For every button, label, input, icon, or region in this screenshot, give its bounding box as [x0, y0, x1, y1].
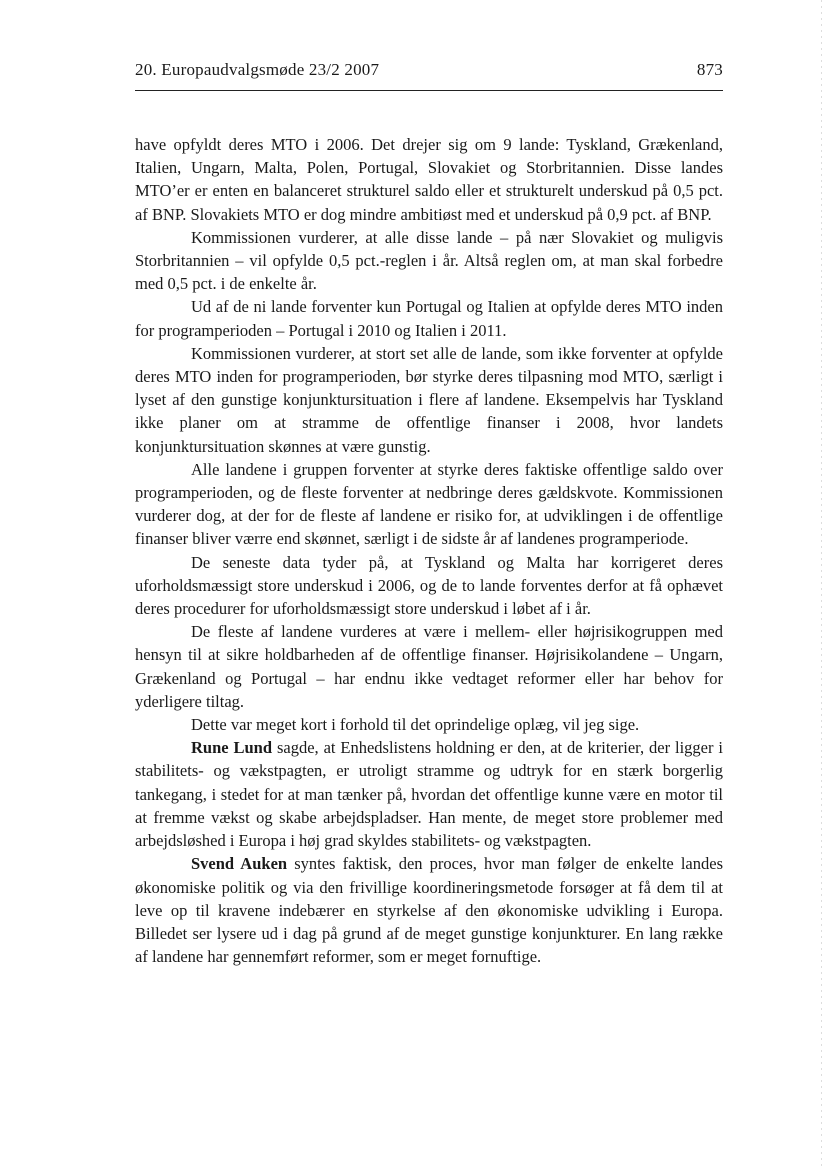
paragraph-text: Dette var meget kort i forhold til det oprindelige oplæg, vil jeg sige.	[191, 715, 640, 735]
paragraph-text: Alle landene i gruppen forventer at styrke deres faktiske offentlige saldo over programperioden, og de fleste forventer at nedbringe deres gældskvote. Kommissionen vurderer dog, at der for de fleste af landene er risiko for, at udviklingen i de offentlige finanser bliver værre end skønnet, særligt i de sidste år af landenes programperiode.	[135, 459, 723, 549]
paragraph-text: Ud af de ni lande forventer kun Portugal og Italien at opfylde deres MTO inden for programperioden – Portugal i 2010 og Italien i 2011.	[135, 297, 723, 340]
paragraph-text: Kommissionen vurderer, at alle disse lande – på nær Slovakiet og muligvis Storbritannien – vil opfylde 0,5 pct.-reglen i år. Altså reglen om, at man skal forbedre med 0,5 pct. i de enkelte år.	[135, 227, 723, 294]
paragraph-7	[135, 620, 723, 713]
paragraph-text: Kommissionen vurderer, at stort set alle de lande, som ikke forventer at opfylde deres MTO inden for programperioden, bør styrke deres tilpasning mod MTO, særligt i lyset af den gunstige konjunktursituation i flere af landene. Eksempelvis har Tyskland ikke planer om at stramme de offentlige finanser i 2008, hvor landets konjunktursituation skønnes at være gunstig.	[135, 343, 723, 456]
paragraph-text: syntes faktisk, den proces, hvor man følger de enkelte landes økonomiske politik og via den frivillige koordineringsmetode forsøger at få dem til at leve op til kravene indebærer en styrkelse af den økonomiske udvikling i Europa. Billedet ser lysere ud i dag på grund af de meget gunstige konjunkturer. En lang række af landene har gennemført reformer, som er meget fornuftige.	[135, 854, 723, 967]
body-text	[135, 133, 723, 968]
speaker-name: Svend Auken	[191, 854, 288, 874]
paragraph-9	[135, 736, 723, 852]
paragraph-3	[135, 295, 723, 341]
header-title: 20. Europaudvalgsmøde 23/2 2007	[135, 60, 380, 79]
paragraph-text: have opfyldt deres MTO i 2006. Det drejer sig om 9 lande: Tyskland, Grækenland, Italien, Ungarn, Malta, Polen, Portugal, Slovakiet og Storbritannien. Disse landes MTO’er er enten en balanceret strukturel saldo eller et strukturelt underskud på 0,5 pct. af BNP. Slovakiets MTO er dog mindre ambitiøst med et underskud på 0,9 pct. af BNP.	[135, 135, 723, 224]
paragraph-4	[135, 342, 723, 458]
header-rule	[135, 90, 723, 91]
paragraph-10	[135, 852, 723, 968]
paragraph-1	[135, 133, 723, 226]
paragraph-text: De seneste data tyder på, at Tyskland og Malta har korrigeret deres uforholdsmæssigt store underskud i 2006, og de to lande forventes derfor at få ophævet deres procedurer for uforholdsmæssigt store underskud i løbet af i år.	[135, 552, 723, 619]
paragraph-5	[135, 458, 723, 551]
paragraph-2	[135, 226, 723, 296]
paragraph-text: sagde, at Enhedslistens holdning er den, at de kriterier, der ligger i stabilitets- og vækstpagten, er utroligt stramme og udtryk for en stærk borgerlig tankegang, i stedet for at man tænker på, hvordan det offentlige kunne være en motor til at fremme vækst og skabe arbejdspladser. Han mente, de meget store problemer med arbejdsløshed i Europa i høj grad skyldes stabilitets- og vækstpagten.	[135, 738, 723, 851]
scan-edge-artifact	[821, 0, 822, 1167]
paragraph-6	[135, 551, 723, 621]
page-header	[135, 60, 723, 90]
speaker-name: Rune Lund	[191, 738, 273, 758]
paragraph-8	[135, 713, 723, 736]
page-number: 873	[696, 60, 723, 79]
paragraph-text: De fleste af landene vurderes at være i mellem- eller højrisikogruppen med hensyn til at sikre holdbarheden af de offentlige finanser. Højrisikolandene – Ungarn, Grækenland og Portugal – har endnu ikke vedtaget reformer eller har behov for yderligere tiltag.	[135, 622, 723, 711]
